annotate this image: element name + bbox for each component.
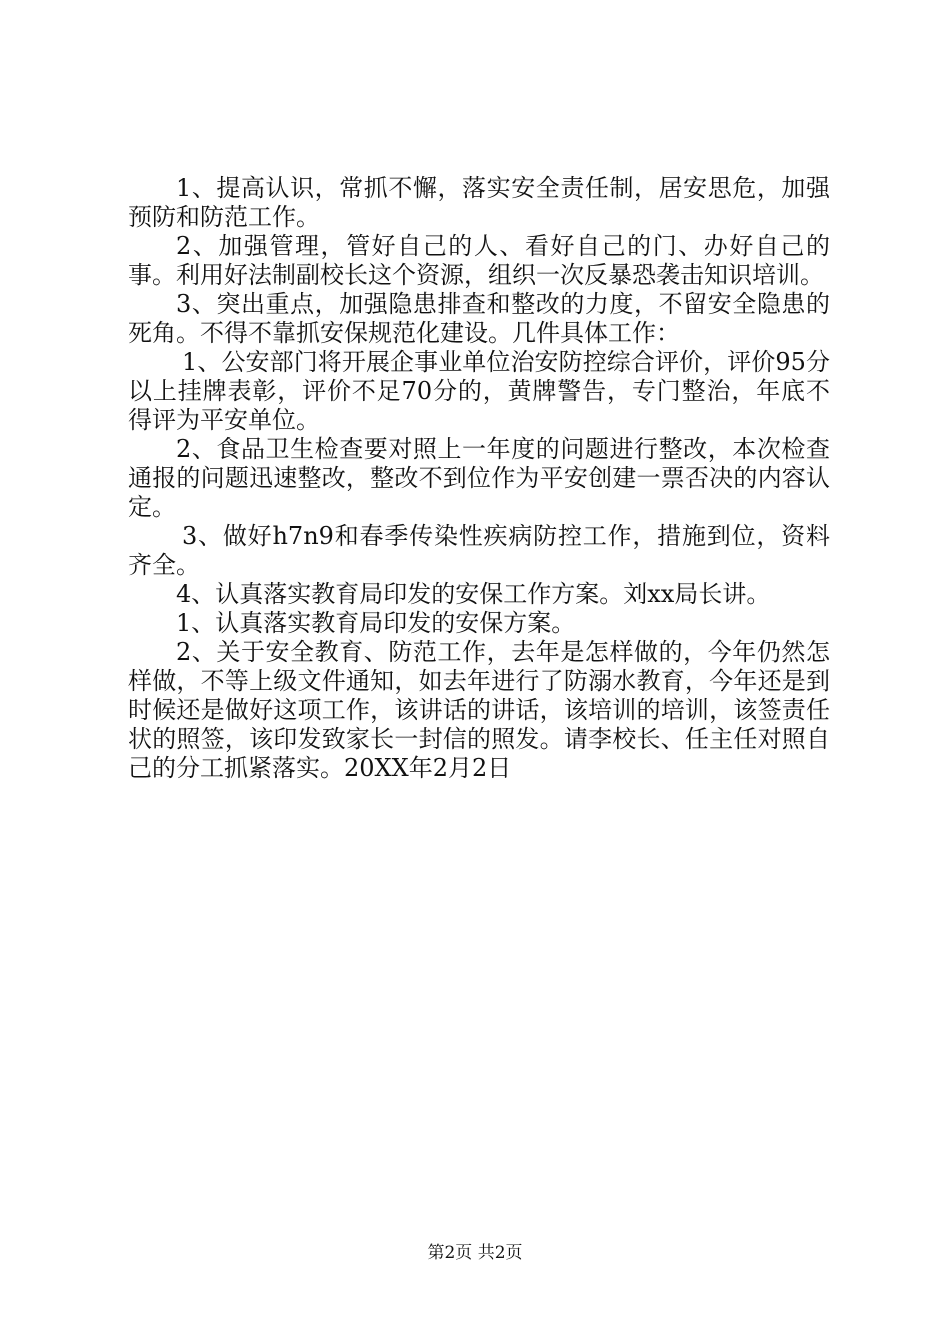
page-footer: [0, 1242, 950, 1264]
paragraph-9: 2、关于安全教育、防范工作，去年是怎样做的，今年仍然怎样做，不等上级文件通知，如去年进行了防溺水教育，今年还是到时候还是做好这项工作，该讲话的讲话，该培训的培训，该签责任状的照签，该印发致家长一封信的照发。请李校长、任主任对照自己的分工抓紧落实。20XX年2月2日: [128, 638, 830, 782]
paragraph-7: 4、认真落实教育局印发的安保工作方案。刘xx局长讲。: [176, 580, 771, 608]
document-body: [128, 174, 830, 783]
page-number: 第2页 共2页: [427, 1243, 523, 1263]
paragraph-6: 3、做好h7n9和春季传染性疾病防控工作，措施到位，资料齐全。: [128, 522, 830, 579]
paragraph-3: 3、突出重点，加强隐患排查和整改的力度，不留安全隐患的死角。不得不靠抓安保规范化建设。几件具体工作：: [128, 290, 830, 347]
paragraph-4: 1、公安部门将开展企事业单位治安防控综合评价，评价95分以上挂牌表彰，评价不足70分的，黄牌警告，专门整治，年底不得评为平安单位。: [128, 348, 830, 434]
paragraph-1: 1、提高认识，常抓不懈，落实安全责任制，居安思危，加强预防和防范工作。: [128, 174, 830, 231]
paragraph-8: 1、认真落实教育局印发的安保方案。: [176, 609, 576, 637]
paragraph-5: 2、食品卫生检查要对照上一年度的问题进行整改，本次检查通报的问题迅速整改，整改不到位作为平安创建一票否决的内容认定。: [128, 435, 830, 521]
paragraph-2: 2、加强管理，管好自己的人、看好自己的门、办好自己的事。利用好法制副校长这个资源，组织一次反暴恐袭击知识培训。: [128, 232, 830, 289]
